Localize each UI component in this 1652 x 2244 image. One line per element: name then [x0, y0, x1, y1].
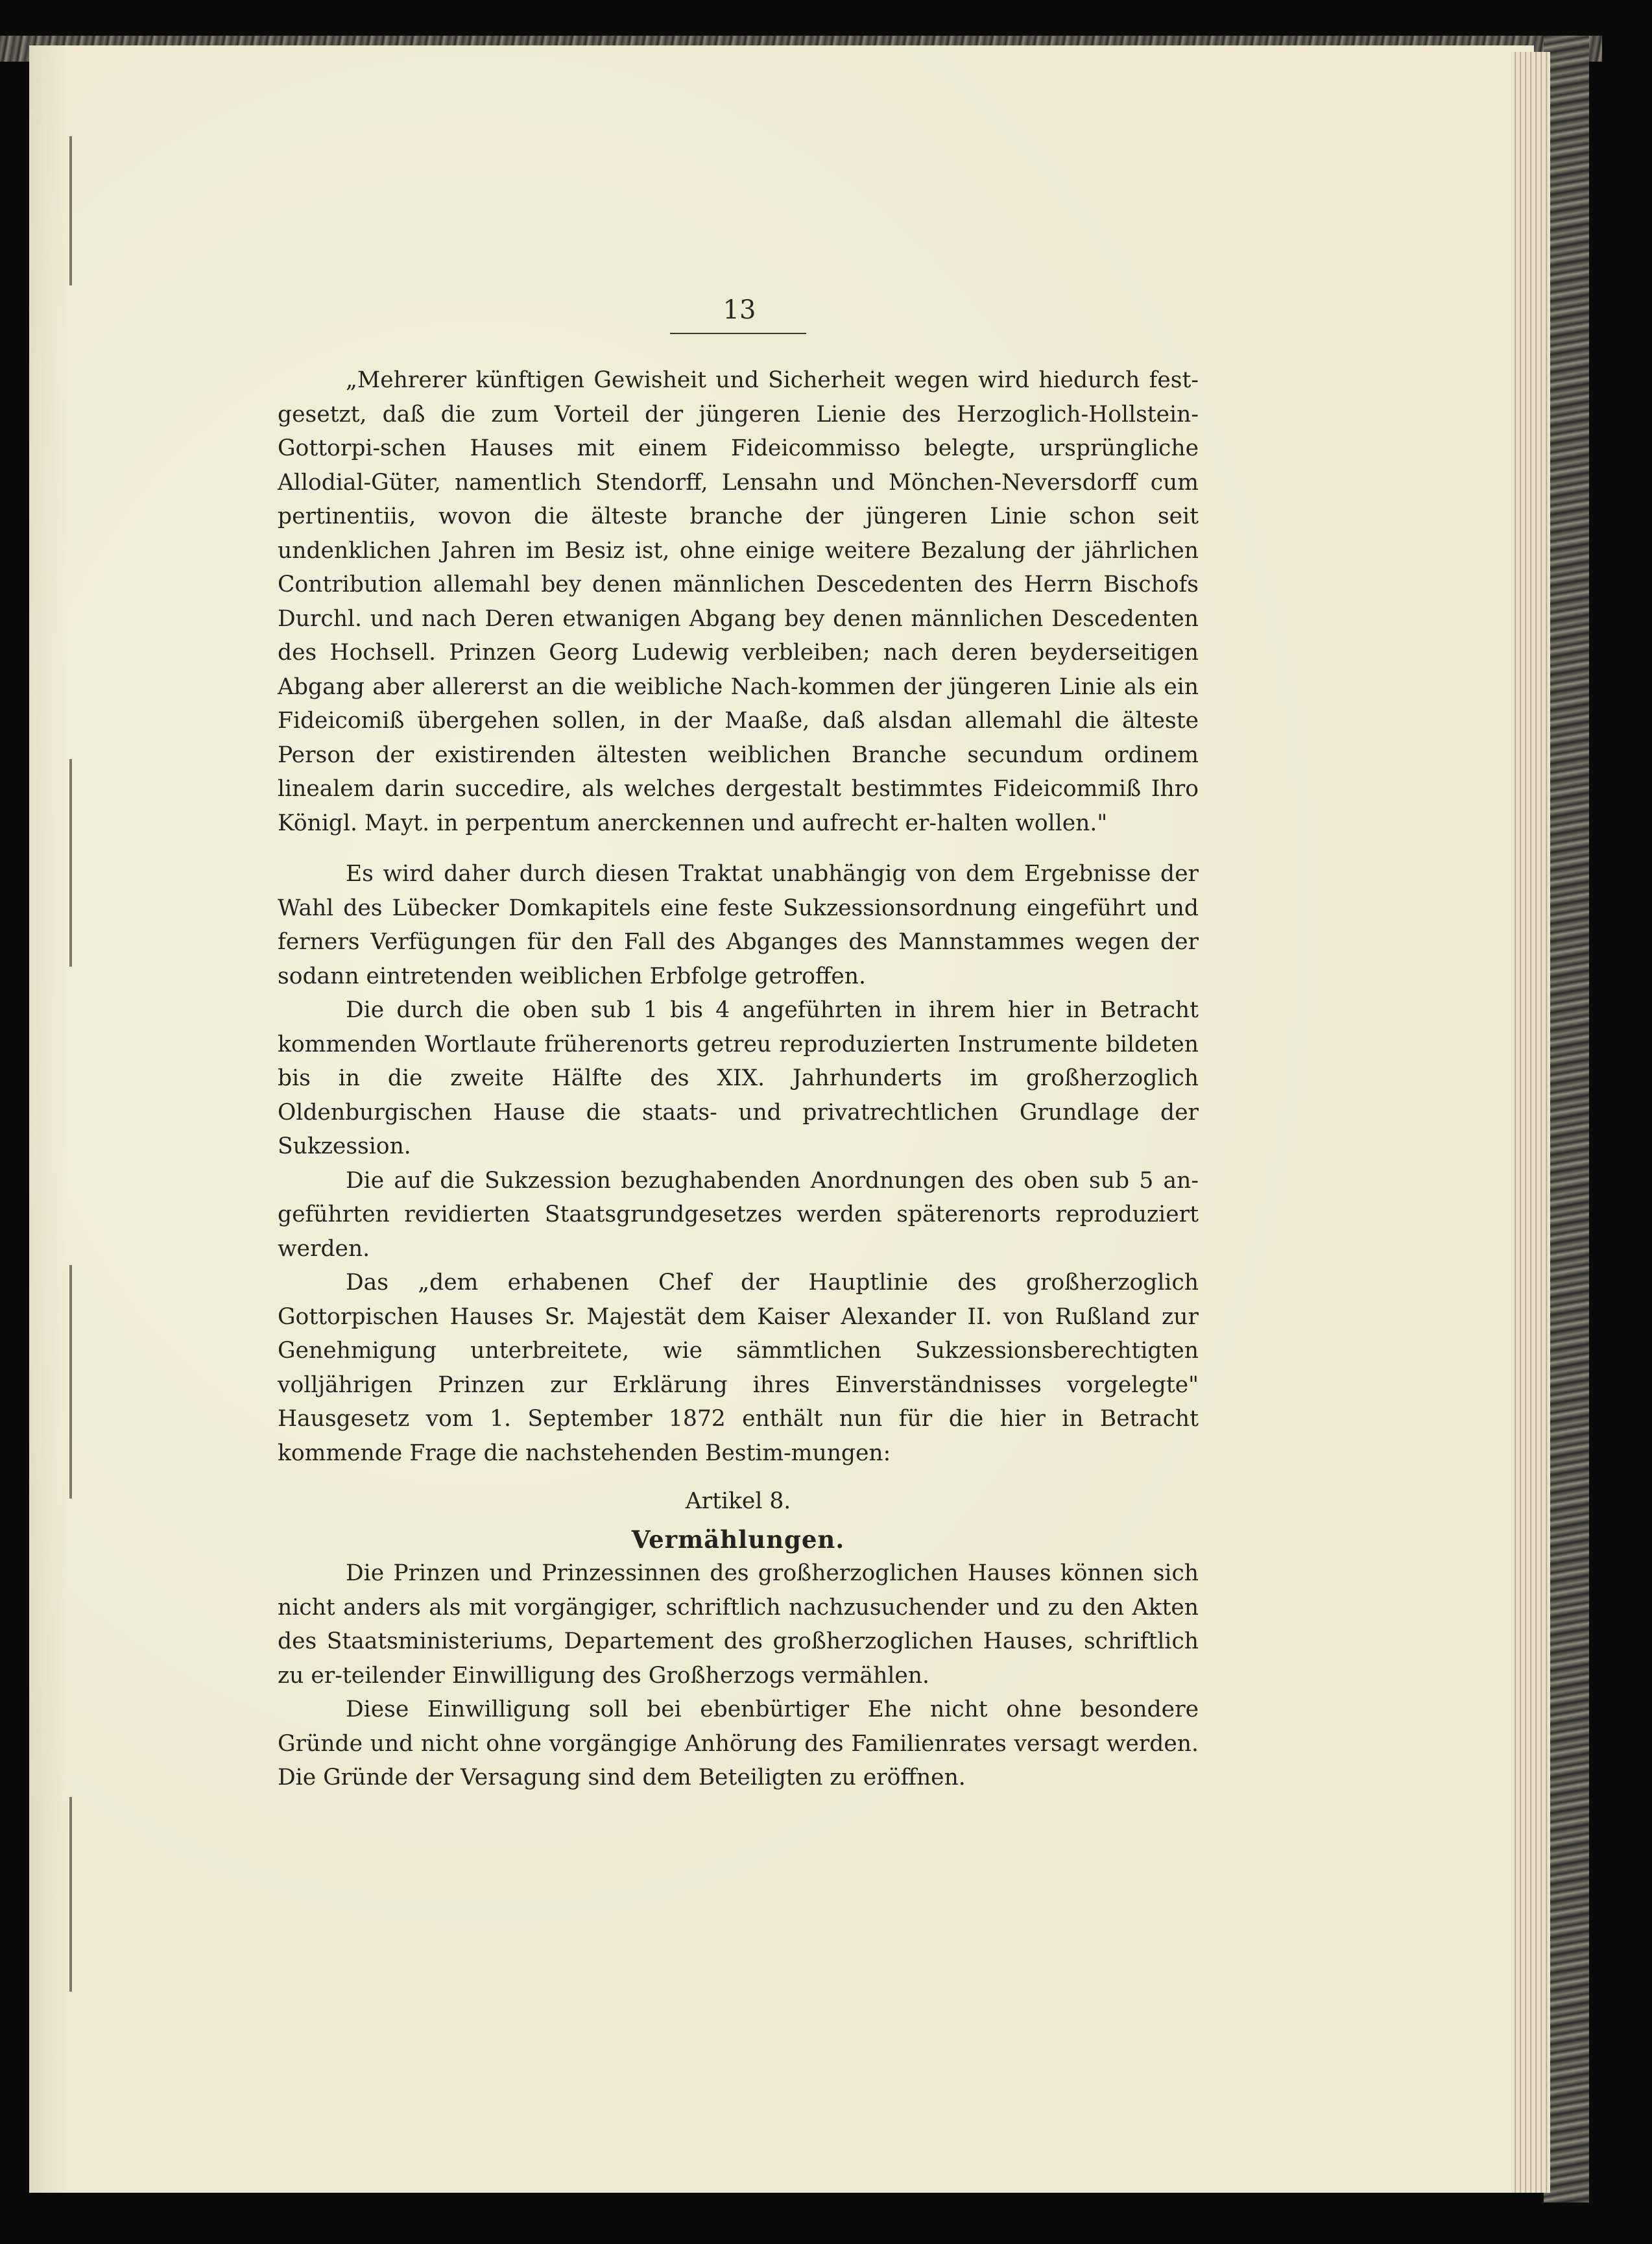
paragraph: Die auf die Sukzession bezughabenden Anordnungen des oben sub 5 an-geführten revidierten Staatsgrundgesetzes werden späterenorts reproduziert werden. — [278, 1167, 1199, 1262]
binding-stitch — [69, 1265, 72, 1499]
paragraph: Es wird daher durch diesen Traktat unabhängig von dem Ergebnisse der Wahl des Lübecker Domkapitels eine feste Sukzessionsordnung eingeführt und ferners Verfügungen für den Fall des Abganges des Mannstammes wegen der sodann eintretenden weiblichen Erbfolge getroffen. — [278, 861, 1199, 989]
page-stack-edge — [1511, 52, 1550, 2193]
page-number-rule — [670, 333, 806, 334]
quoted-treaty-paragraph: „Mehrerer künftigen Gewisheit und Sicherheit wegen wird hiedurch fest-gesetzt, daß die zum Vorteil der jüngeren Lienie des Herzoglich-Hollstein-Gottorpi-schen Hauses mit einem Fideicommisso belegte, ursprüngliche Allodial-Güter, namentlich Stendorff, Lensahn und Mönchen-Neversdorff cum pertinentiis, wovon die älteste branche der jüngeren Linie schon seit undenklichen Jahren im Besiz ist, ohne einige weitere Bezalung der jährlichen Contribution allemahl bey denen männlichen Descedenten des Herrn Bischofs Durchl. und nach Deren etwanigen Abgang bey denen männlichen Descedenten des Hochsell. Prinzen Georg Ludewig verbleiben; nach deren beyderseitigen Abgang aber allererst an die weibliche Nach-kommen der jüngeren Linie als ein Fideicomiß übergehen sollen, in der Maaße, daß alsdan allemahl die älteste Person der existirenden ältesten weiblichen Branche secundum ordinem linealem darin succedire, als welches dergestalt bestimmtes Fideicommiß Ihro Königl. Mayt. in perpentum anerckennen und aufrecht er-halten wollen." — [278, 367, 1199, 836]
article-title: Vermählungen. — [631, 1525, 845, 1554]
paragraph: Die Prinzen und Prinzessinnen des großherzoglichen Hauses können sich nicht anders als mit vorgängiger, schriftlich nachzusuchender und zu den Akten des Staatsministeriums, Departement des großherzoglichen Hauses, schriftlich zu er-teilender Einwilligung des Großherzogs vermählen. — [278, 1560, 1199, 1689]
paragraph: Diese Einwilligung soll bei ebenbürtiger Ehe nicht ohne besondere Gründe und nicht ohne vorgängige Anhörung des Familienrates versagt werden. Die Gründe der Versagung sind dem Beteiligten zu eröffnen. — [278, 1696, 1199, 1791]
marbled-edge-right — [1544, 36, 1589, 2202]
binding-stitch — [69, 1797, 72, 1992]
article-number: Artikel 8. — [685, 1488, 791, 1514]
binding-stitch — [69, 136, 72, 285]
paragraph: Das „dem erhabenen Chef der Hauptlinie des großherzoglich Gottorpischen Hauses Sr. Majestät dem Kaiser Alexander II. von Rußland zur Genehmigung unterbreitete, wie sämmtlichen Sukzessionsberechtigten volljährigen Prinzen zur Erklärung ihres Einverständnisses vorgelegte" Hausgesetz vom 1. September 1872 enthält nun für die hier in Betracht kommende Frage die nachstehenden Bestim-mungen: — [278, 1270, 1199, 1466]
page-number: 13 — [723, 295, 756, 325]
paragraph: Die durch die oben sub 1 bis 4 angeführten in ihrem hier in Betracht kommenden Wortlaute früherenorts getreu reproduzierten Instrumente bildeten bis in die zweite Hälfte des XIX. Jahrhunderts im großherzoglich Oldenburgischen Hause die staats- und privatrechtlichen Grundlage der Sukzession. — [278, 997, 1199, 1159]
body-text — [278, 363, 1199, 1795]
binding-stitch — [69, 759, 72, 967]
